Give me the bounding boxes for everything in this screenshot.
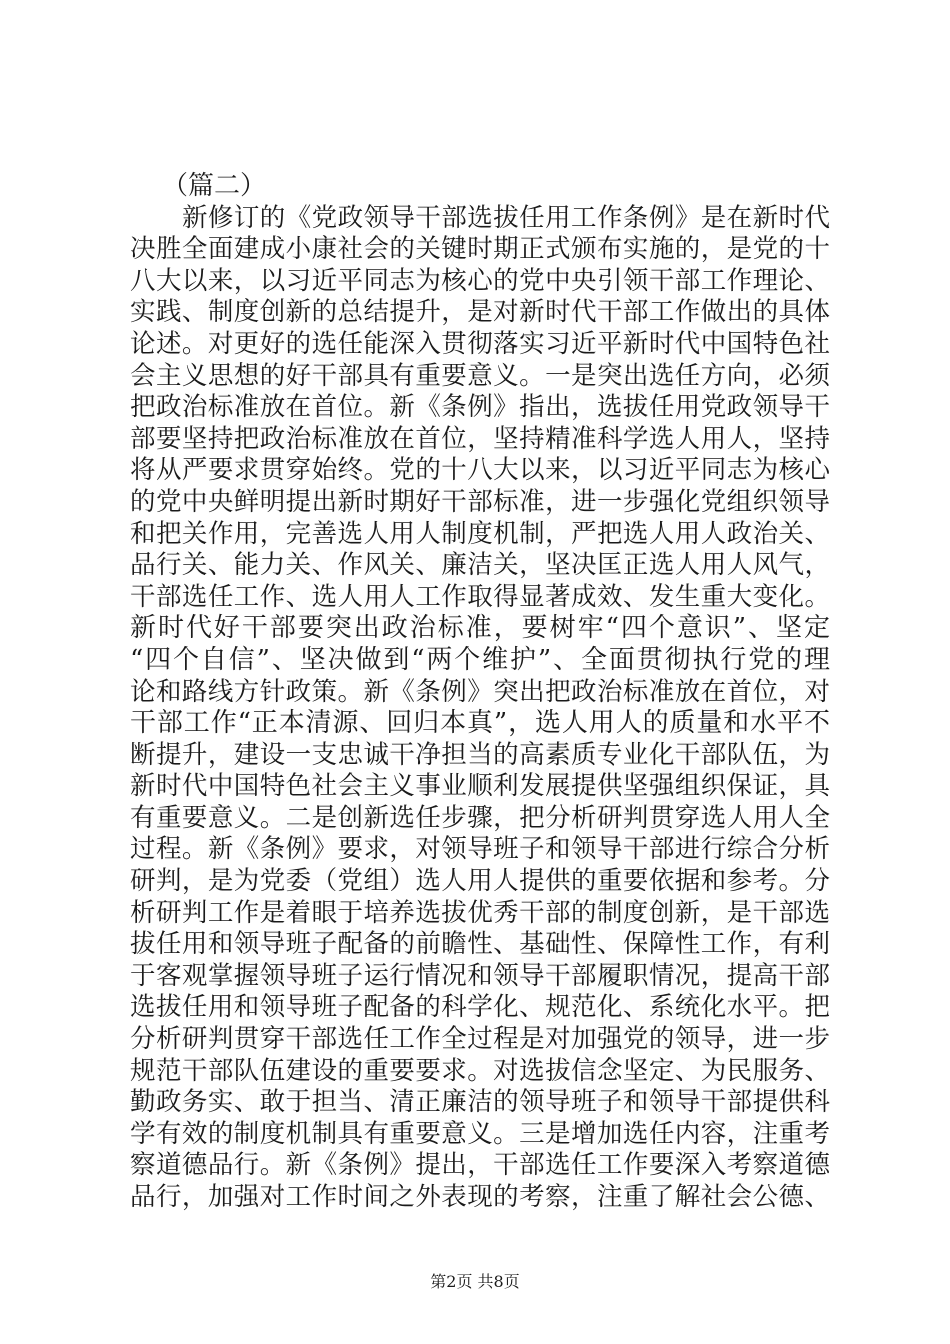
section-heading: （篇二） [162,171,267,201]
text-line: 新时代中国特色社会主义事业顺利发展提供坚强组织保证，具 [130,771,830,802]
body-text [130,171,830,1214]
text-line: 干部选任工作、选人用人工作取得显著成效、发生重大变化。 [130,581,830,612]
text-line: 勤政务实、敢于担当、清正廉洁的领导班子和领导干部提供科 [130,1087,830,1118]
text-line: 会主义思想的好干部具有重要意义。一是突出选任方向，必须 [130,360,830,391]
text-line: 拔任用和领导班子配备的前瞻性、基础性、保障性工作，有利 [130,929,830,960]
text-line: 品行，加强对工作时间之外表现的考察，注重了解社会公德、 [130,1182,830,1212]
text-line: 研判，是为党委（党组）选人用人提供的重要依据和参考。分 [130,866,830,897]
page-footer: 第2页 共8页 [430,1272,520,1291]
text-line: 决胜全面建成小康社会的关键时期正式颁布实施的，是党的十 [130,234,830,265]
text-line: 的党中央鲜明提出新时期好干部标准，进一步强化党组织领导 [130,486,830,517]
text-line: 新修订的《党政领导干部选拔任用工作条例》是在新时代 [182,202,830,233]
text-line: 将从严要求贯穿始终。党的十八大以来，以习近平同志为核心 [130,455,830,486]
text-line: 选拔任用和领导班子配备的科学化、规范化、系统化水平。把 [130,992,830,1023]
text-line: 于客观掌握领导班子运行情况和领导干部履职情况，提高干部 [130,960,830,991]
text-line: 和把关作用，完善选人用人制度机制，严把选人用人政治关、 [130,518,830,549]
text-line: 察道德品行。新《条例》提出，干部选任工作要深入考察道德 [130,1150,830,1181]
text-line: 论述。对更好的选任能深入贯彻落实习近平新时代中国特色社 [130,328,830,359]
text-line: 干部工作“正本清源、回归本真”，选人用人的质量和水平不 [130,708,830,739]
text-line: 有重要意义。二是创新选任步骤，把分析研判贯穿选人用人全 [130,802,830,833]
text-line: “四个自信”、坚决做到“两个维护”、全面贯彻执行党的理 [130,644,830,675]
text-line: 论和路线方针政策。新《条例》突出把政治标准放在首位，对 [130,676,830,707]
text-line: 过程。新《条例》要求，对领导班子和领导干部进行综合分析 [130,834,830,865]
text-line: 部要坚持把政治标准放在首位，坚持精准科学选人用人，坚持 [130,423,830,454]
text-line: 断提升，建设一支忠诚干净担当的高素质专业化干部队伍，为 [130,739,830,770]
text-line: 学有效的制度机制具有重要意义。三是增加选任内容，注重考 [130,1118,830,1149]
text-line: 八大以来，以习近平同志为核心的党中央引领干部工作理论、 [130,265,830,296]
text-line: 析研判工作是着眼于培养选拔优秀干部的制度创新，是干部选 [130,897,830,928]
text-line: 新时代好干部要突出政治标准，要树牢“四个意识”、坚定 [130,613,830,644]
paragraph [130,203,830,1214]
text-line: 把政治标准放在首位。新《条例》指出，选拔任用党政领导干 [130,392,830,423]
text-line: 分析研判贯穿干部选任工作全过程是对加强党的领导，进一步 [130,1024,830,1055]
text-line: 品行关、能力关、作风关、廉洁关，坚决匡正选人用人风气， [130,550,830,581]
text-line: 规范干部队伍建设的重要要求。对选拔信念坚定、为民服务、 [130,1055,830,1086]
text-line: 实践、制度创新的总结提升，是对新时代干部工作做出的具体 [130,297,830,328]
